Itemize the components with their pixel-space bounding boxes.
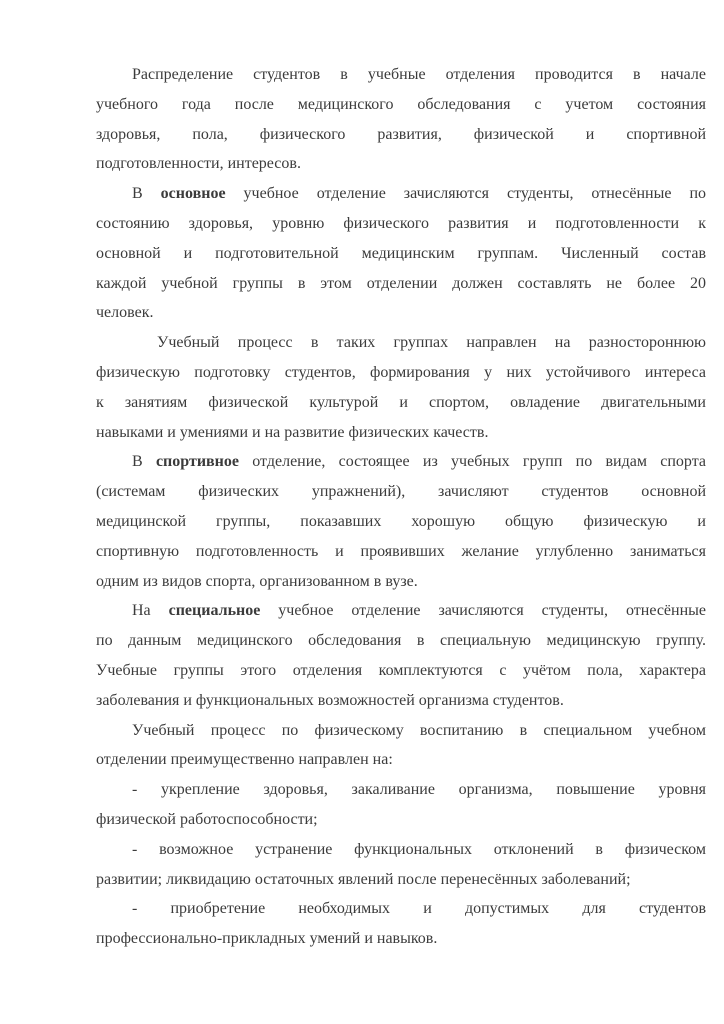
text-line: заболевания и функциональных возможностей организма студентов. [96,691,564,709]
text-line: - возможное устранение функциональных отклонений в физическом [132,840,706,858]
bold-term: спортивное [155,453,239,471]
text-line: профессионально-прикладных умений и навыков. [96,930,438,948]
text-line: Учебный процесс по физическому воспитанию в специальном учебном [132,721,706,739]
text-line: подготовленности, интересов. [96,155,301,173]
text-line: На специальное учебное отделение зачисляются студенты, отнесённые [132,602,706,620]
text-line: - приобретение необходимых и допустимых для студентов [132,900,706,918]
bold-term: основное [160,185,226,203]
paragraph-training-process-groups [96,328,706,447]
text-line: здоровья, пола, физического развития, физической и спортивной [96,125,706,143]
paragraph-sports-department [96,447,706,596]
paragraph-special-process-intro [96,716,706,776]
text-line: Учебный процесс в таких группах направлен на разностороннюю [157,334,706,352]
text-line: Учебные группы этого отделения комплектуются с учётом пола, характера [96,661,706,679]
document-body [96,60,706,954]
text-line: к занятиям физической культурой и спортом, овладение двигательными [96,393,706,411]
list-item-skills [96,894,706,954]
list-item-deviations [96,835,706,895]
paragraph-distribution [96,60,706,179]
text-line: медицинской группы, показавших хорошую общую физическую и [96,512,706,530]
text-line: состоянию здоровья, уровню физического развития и подготовленности к [96,214,706,232]
text-line: одним из видов спорта, организованном в вузе. [96,572,418,590]
text-line: каждой учебной группы в этом отделении должен составлять не более 20 [96,274,706,292]
text-line: учебного года после медицинского обследования с учетом состояния [96,95,706,113]
text-line: отделении преимущественно направлен на: [96,751,393,769]
paragraph-special-department [96,596,706,715]
text-line: (системам физических упражнений), зачисляют студентов основной [96,483,706,501]
text-line: физической работоспособности; [96,810,318,828]
text-line: навыками и умениями и на развитие физических качеств. [96,423,489,441]
text-line: В спортивное отделение, состоящее из учебных групп по видам спорта [132,453,706,471]
paragraph-main-department [96,179,706,328]
text-line: спортивную подготовленность и проявивших желание углубленно заниматься [96,542,706,560]
text-line: В основное учебное отделение зачисляются студенты, отнесённые по [132,185,706,203]
list-item-health [96,775,706,835]
text-line: по данным медицинского обследования в специальную медицинскую группу. [96,632,706,650]
text-line: развитии; ликвидацию остаточных явлений после перенесённых заболеваний; [96,870,631,888]
text-line: основной и подготовительной медицинским группам. Численный состав [96,244,706,262]
text-line: Распределение студентов в учебные отделения проводится в начале [132,66,706,83]
text-line: физическую подготовку студентов, формирования у них устойчивого интереса [96,363,706,381]
text-line: человек. [96,304,154,322]
text-line: - укрепление здоровья, закаливание организма, повышение уровня [132,781,706,799]
bold-term: специальное [168,602,261,620]
